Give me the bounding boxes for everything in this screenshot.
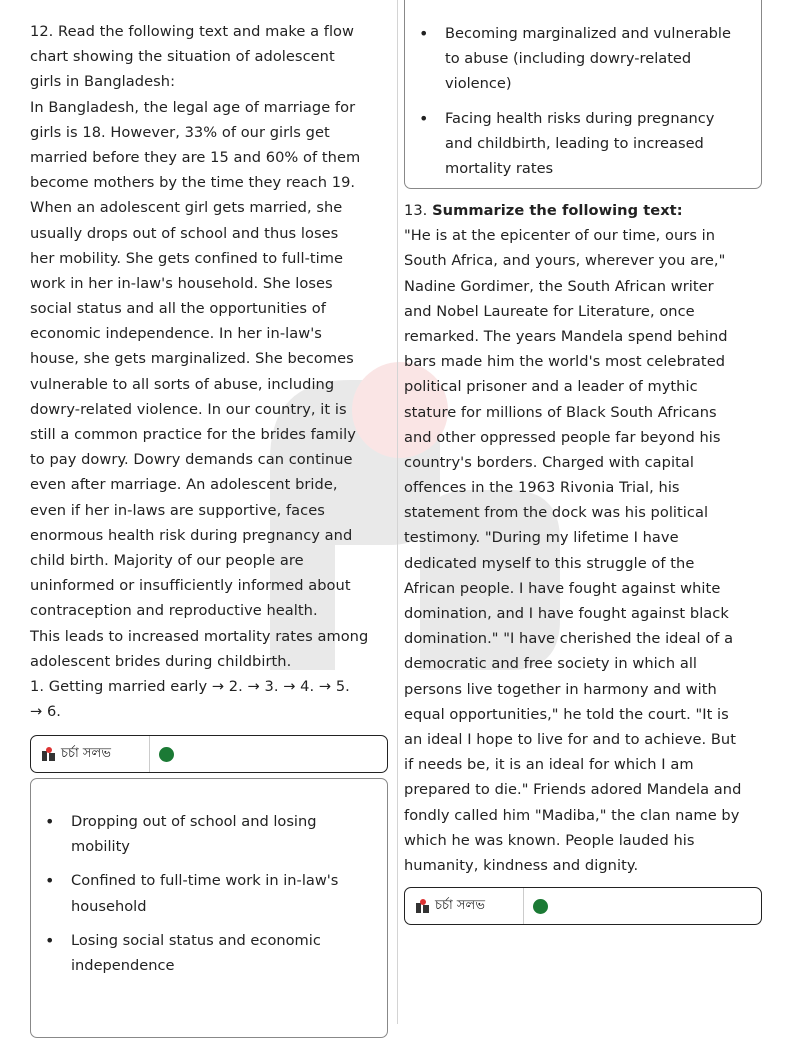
status-dot-icon bbox=[533, 899, 548, 914]
text-line: 12. Read the following text and make a flow bbox=[30, 23, 355, 40]
text-line: still a common practice for the brides family bbox=[30, 426, 356, 443]
text-line: uninformed or insufficiently informed about bbox=[30, 577, 351, 595]
text-line: even if her in-laws are supportive, faces bbox=[30, 501, 325, 519]
text-line: contraception and reproductive health. bbox=[30, 602, 318, 620]
text-line: statement from the dock was his political bbox=[404, 504, 709, 522]
answer-item bbox=[31, 928, 387, 978]
answer-box-right bbox=[404, 0, 762, 189]
solved-badge-right[interactable] bbox=[404, 887, 762, 925]
text-line: her mobility. She gets confined to full-time bbox=[30, 249, 344, 267]
text-line: country's borders. Charged with capital bbox=[404, 453, 694, 471]
text-line: chart showing the situation of adolescent bbox=[30, 48, 335, 66]
badge-separator bbox=[149, 736, 150, 772]
text-line: When an adolescent girl gets married, she bbox=[30, 199, 343, 217]
answer-item-line: • Dropping out of school and losing bbox=[71, 813, 317, 830]
text-line: become mothers by the time they reach 19. bbox=[30, 174, 356, 192]
text-line: married before they are 15 and 60% of them bbox=[30, 148, 361, 166]
text-line: testimony. "During my lifetime I have bbox=[404, 529, 679, 547]
text-line: usually drops out of school and thus loses bbox=[30, 224, 339, 242]
text-line: domination, and I have fought against black bbox=[404, 605, 729, 622]
brand-logo-icon bbox=[415, 898, 431, 914]
text-line: which he was known. People lauded his bbox=[404, 831, 695, 849]
text-line: dowry-related violence. In our country, it is bbox=[30, 400, 347, 418]
brand-logo-icon bbox=[41, 746, 57, 762]
text-line: if needs be, it is an ideal for which I am bbox=[404, 756, 694, 774]
text-line: and other oppressed people far beyond his bbox=[404, 428, 721, 446]
text-line: social status and all the opportunities of bbox=[30, 300, 326, 318]
text-line: house, she gets marginalized. She becomes bbox=[30, 350, 354, 368]
text-line: South Africa, and yours, wherever you are," bbox=[404, 252, 726, 270]
text-line: child birth. Majority of our people are bbox=[30, 551, 304, 569]
status-dot-icon bbox=[159, 747, 174, 762]
question-13-text bbox=[404, 223, 762, 878]
solved-label: চর্চা সলভ bbox=[61, 746, 111, 761]
text-line: dedicated myself to this struggle of the bbox=[404, 554, 695, 572]
answer-item bbox=[31, 868, 387, 918]
text-line: democratic and free society in which all bbox=[404, 655, 698, 673]
text-line: In Bangladesh, the legal age of marriage for bbox=[30, 98, 356, 116]
text-line: prepared to die." Friends adored Mandela and bbox=[404, 781, 742, 799]
text-line: vulnerable to all sorts of abuse, including bbox=[30, 375, 335, 393]
text-line: to pay dowry. Dowry demands can continue bbox=[30, 451, 353, 469]
text-line: enormous health risk during pregnancy and bbox=[30, 526, 353, 544]
answer-item-line: mobility bbox=[71, 838, 130, 856]
text-line: stature for millions of Black South Africans bbox=[404, 403, 717, 421]
text-line: remarked. The years Mandela spend behind bbox=[404, 327, 728, 345]
text-line: girls in Bangladesh: bbox=[30, 73, 176, 91]
text-line: This leads to increased mortality rates among bbox=[30, 627, 369, 645]
text-line: work in her in-law's household. She loses bbox=[30, 274, 333, 292]
text-line: and Nobel Laureate for Literature, once bbox=[404, 302, 695, 320]
text-line: girls is 18. However, 33% of our girls get bbox=[30, 123, 330, 141]
text-line: even after marriage. An adolescent bride, bbox=[30, 476, 338, 494]
text-line: an ideal I hope to live for and to achieve. But bbox=[404, 730, 736, 748]
answer-item-line: • Facing health risks during pregnancy bbox=[445, 109, 715, 127]
text-line: African people. I have fought against white bbox=[404, 579, 721, 597]
question-heading: Summarize the following text: bbox=[432, 202, 683, 219]
text-line: humanity, kindness and dignity. bbox=[404, 856, 639, 874]
solved-badge-left[interactable] bbox=[30, 735, 388, 773]
text-line: economic independence. In her in-law's bbox=[30, 325, 322, 343]
answer-item-line: household bbox=[71, 897, 147, 915]
answer-item-line: violence) bbox=[445, 75, 512, 93]
answer-item-line: mortality rates bbox=[445, 160, 554, 178]
answer-item-line: and childbirth, leading to increased bbox=[445, 134, 704, 152]
text-line: 1. Getting married early → 2. → 3. → 4. → 5. bbox=[30, 677, 350, 695]
answer-item-line: independence bbox=[71, 957, 175, 975]
question-number: 13. bbox=[404, 202, 428, 219]
left-column bbox=[30, 0, 392, 724]
badge-separator bbox=[523, 888, 524, 924]
text-line: fondly called him "Madiba," the clan name by bbox=[404, 806, 740, 824]
solved-label: চর্চা সলভ bbox=[435, 898, 485, 913]
column-divider bbox=[397, 0, 398, 1024]
answer-item bbox=[405, 106, 761, 182]
text-line: domination." "I have cherished the ideal of a bbox=[404, 630, 734, 648]
answer-item-line: • Confined to full-time work in in-law's bbox=[71, 872, 339, 890]
answer-item-line: to abuse (including dowry-related bbox=[445, 50, 692, 68]
answer-box-left bbox=[30, 778, 388, 1038]
text-line: offences in the 1963 Rivonia Trial, his bbox=[404, 479, 680, 497]
answer-item-line: • Becoming marginalized and vulnerable bbox=[445, 25, 731, 42]
answer-item bbox=[31, 809, 387, 859]
right-column bbox=[404, 198, 762, 878]
text-line: → 6. bbox=[30, 703, 61, 721]
answer-list-left bbox=[31, 779, 387, 978]
text-line: equal opportunities," he told the court. "It is bbox=[404, 705, 729, 723]
text-line: adolescent brides during childbirth. bbox=[30, 652, 292, 670]
question-12-text bbox=[30, 0, 392, 724]
answer-item-line: • Losing social status and economic bbox=[71, 931, 321, 949]
text-line: "He is at the epicenter of our time, ours in bbox=[404, 227, 716, 245]
answer-item bbox=[405, 21, 761, 97]
question-13-heading bbox=[404, 198, 762, 223]
text-line: bars made him the world's most celebrated bbox=[404, 353, 726, 371]
text-line: Nadine Gordimer, the South African writer bbox=[404, 277, 714, 295]
text-line: persons live together in harmony and with bbox=[404, 680, 717, 698]
answer-list-right bbox=[405, 0, 761, 181]
text-line: political prisoner and a leader of mythic bbox=[404, 378, 698, 396]
